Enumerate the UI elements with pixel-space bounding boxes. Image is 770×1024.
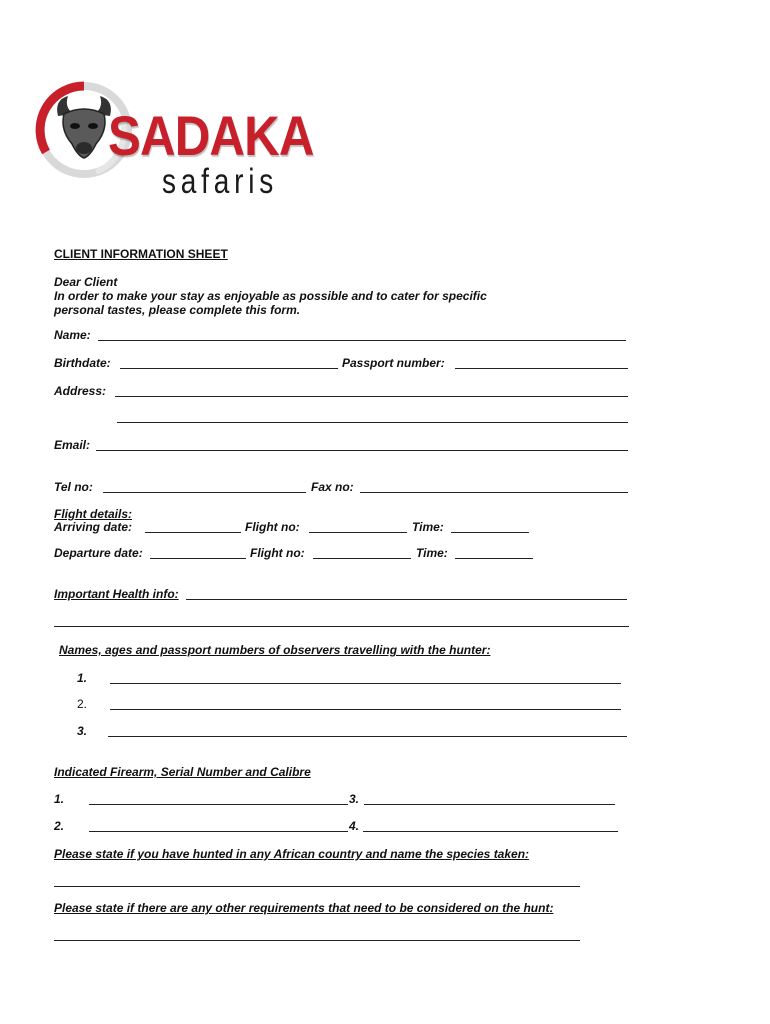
arriving-flight-field[interactable] bbox=[309, 532, 407, 533]
departure-flight-label: Flight no: bbox=[250, 546, 305, 560]
africa-answer-field[interactable] bbox=[54, 886, 580, 887]
africa-question: Please state if you have hunted in any African country and name the species taken: bbox=[54, 847, 530, 861]
arriving-label: Arriving date: bbox=[54, 520, 133, 534]
observer-number-3: 3. bbox=[77, 724, 88, 738]
observer-field-2[interactable] bbox=[110, 709, 621, 710]
requirements-question: Please state if there are any other requirements that need to be considered on the hunt: bbox=[54, 901, 554, 915]
departure-date-field[interactable] bbox=[150, 558, 246, 559]
greeting: Dear Client bbox=[54, 275, 118, 289]
arriving-time-field[interactable] bbox=[451, 532, 529, 533]
tel-field[interactable] bbox=[103, 492, 306, 493]
brand-name: SADAKA bbox=[108, 104, 314, 167]
fax-field[interactable] bbox=[360, 492, 628, 493]
health-field-line-2[interactable] bbox=[54, 626, 629, 627]
arriving-flight-label: Flight no: bbox=[245, 520, 300, 534]
observer-field-1[interactable] bbox=[110, 683, 621, 684]
firearm-field-2[interactable] bbox=[89, 831, 348, 832]
intro-line-1: In order to make your stay as enjoyable as possible and to cater for specific bbox=[54, 289, 487, 303]
departure-time-label: Time: bbox=[416, 546, 448, 560]
firearm-number-4: 4. bbox=[349, 819, 360, 833]
name-field[interactable] bbox=[98, 340, 626, 341]
arriving-date-field[interactable] bbox=[145, 532, 241, 533]
address-label: Address: bbox=[54, 384, 107, 398]
departure-time-field[interactable] bbox=[455, 558, 533, 559]
address-field-line-1[interactable] bbox=[115, 396, 628, 397]
firearm-field-4[interactable] bbox=[363, 831, 618, 832]
firearm-field-3[interactable] bbox=[364, 804, 615, 805]
tel-label: Tel no: bbox=[54, 480, 93, 494]
address-field-line-2[interactable] bbox=[117, 422, 628, 423]
fax-label: Fax no: bbox=[311, 480, 354, 494]
brand-subtitle: safaris bbox=[162, 162, 279, 201]
passport-label: Passport number: bbox=[342, 356, 445, 370]
observer-field-3[interactable] bbox=[108, 736, 627, 737]
email-field[interactable] bbox=[96, 450, 628, 451]
health-field-line-1[interactable] bbox=[186, 599, 627, 600]
flight-heading: Flight details: bbox=[54, 507, 132, 521]
arriving-time-label: Time: bbox=[412, 520, 444, 534]
departure-flight-field[interactable] bbox=[313, 558, 411, 559]
birthdate-field[interactable] bbox=[120, 368, 338, 369]
departure-label: Departure date: bbox=[54, 546, 143, 560]
intro-line-2: personal tastes, please complete this form. bbox=[54, 303, 301, 317]
firearms-heading: Indicated Firearm, Serial Number and Calibre bbox=[54, 765, 311, 779]
firearm-field-1[interactable] bbox=[89, 804, 348, 805]
passport-field[interactable] bbox=[455, 368, 628, 369]
name-label: Name: bbox=[54, 328, 91, 342]
requirements-answer-field[interactable] bbox=[54, 940, 580, 941]
observers-heading: Names, ages and passport numbers of observers travelling with the hunter: bbox=[59, 643, 491, 657]
birthdate-label: Birthdate: bbox=[54, 356, 111, 370]
observer-number-2: 2. bbox=[77, 697, 88, 711]
firearm-number-3: 3. bbox=[349, 792, 360, 806]
form-title: CLIENT INFORMATION SHEET bbox=[54, 247, 228, 261]
health-label: Important Health info: bbox=[54, 587, 179, 601]
firearm-number-1: 1. bbox=[54, 792, 65, 806]
company-logo bbox=[34, 78, 314, 208]
email-label: Email: bbox=[54, 438, 91, 452]
observer-number-1: 1. bbox=[77, 671, 88, 685]
firearm-number-2: 2. bbox=[54, 819, 65, 833]
